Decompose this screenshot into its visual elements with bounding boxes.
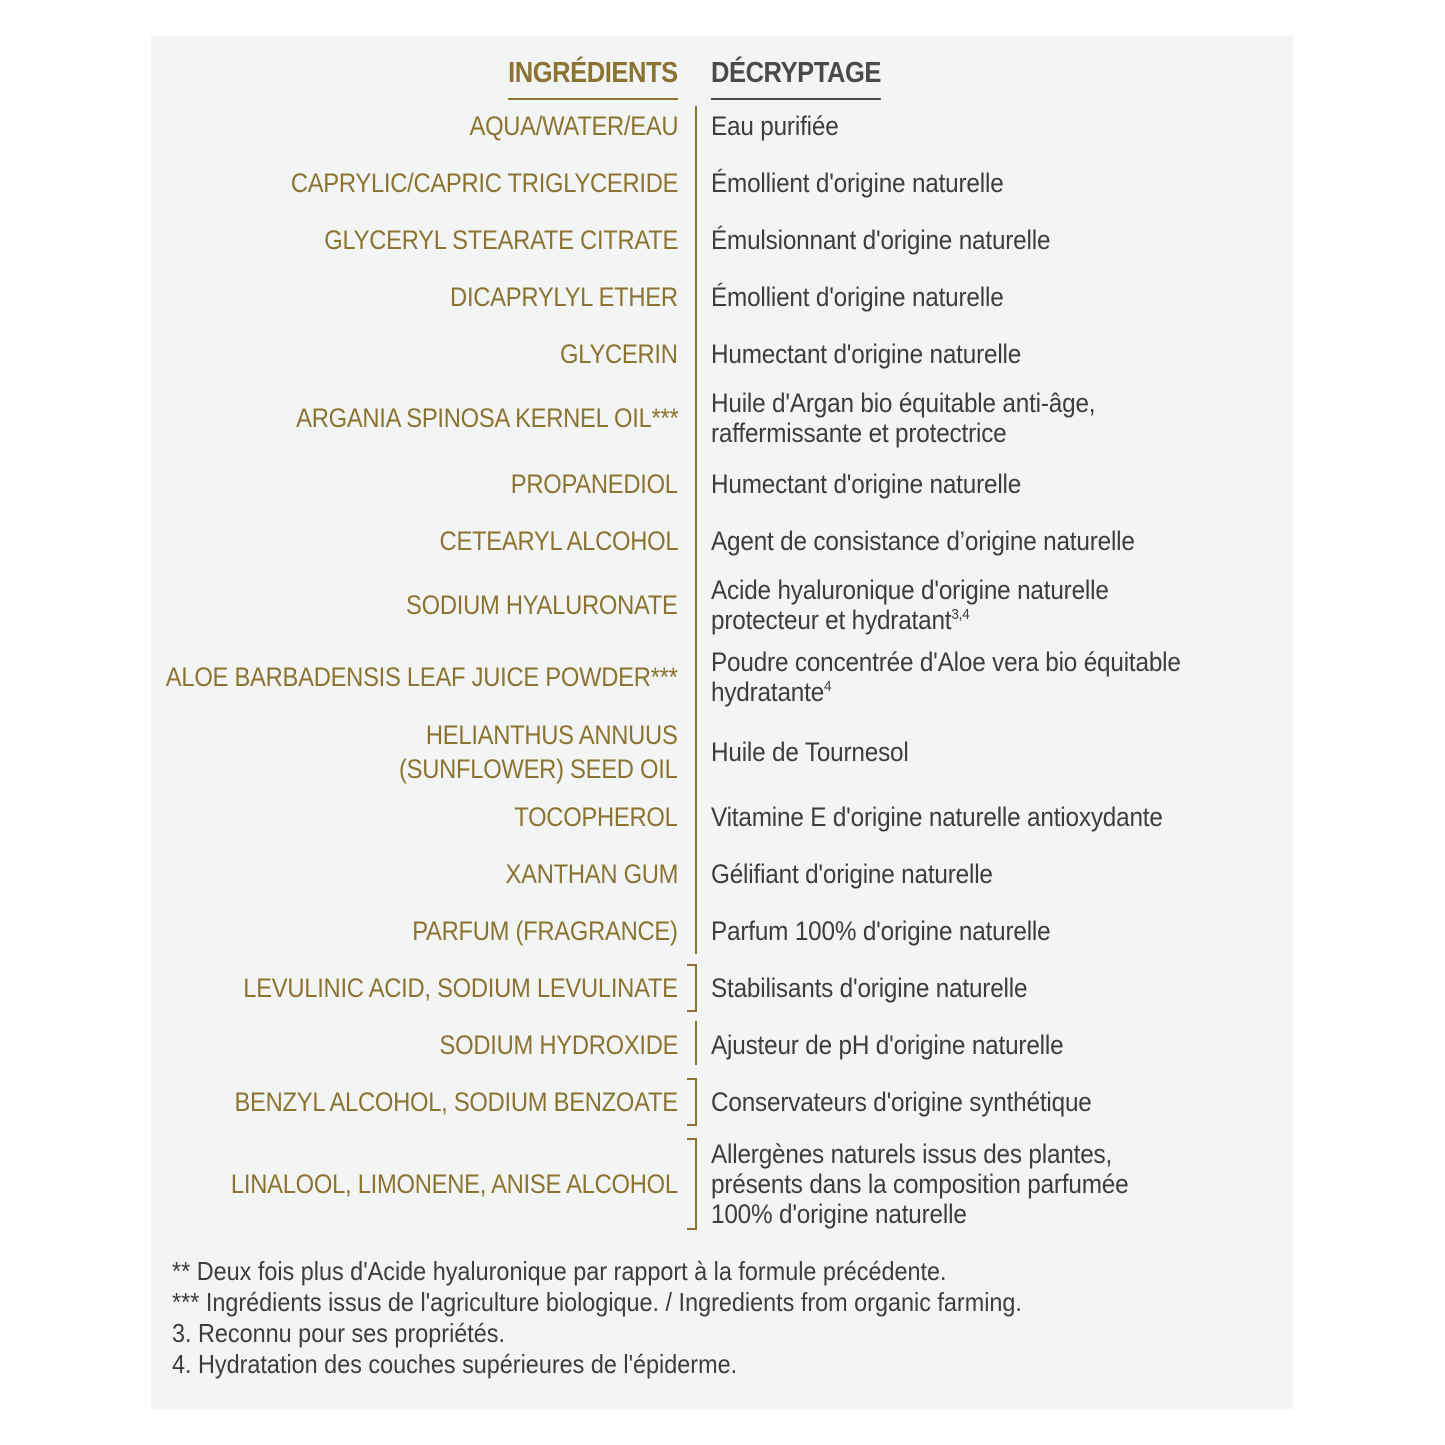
ingredient-name: GLYCERYL STEARATE CITRATE: [324, 225, 678, 255]
ingredient-description: Eau purifiée: [711, 111, 839, 141]
description-line: Acide hyaluronique d'origine naturelle: [711, 575, 1109, 605]
table-row: [151, 856, 1293, 892]
footnote-ref: 4: [824, 678, 832, 695]
description-line: présents dans la composition parfumée: [711, 1169, 1129, 1199]
footnotes: [172, 1256, 1022, 1380]
group-bracket: [687, 964, 697, 1012]
footnote: ** Deux fois plus d'Acide hyaluronique par rapport à la formule précédente.: [172, 1256, 947, 1286]
ingredient-name: ARGANIA SPINOSA KERNEL OIL***: [295, 403, 678, 433]
ingredient-name: SODIUM HYDROXIDE: [439, 1030, 678, 1060]
footnote: *** Ingrédients issus de l'agriculture biologique. / Ingredients from organic farming.: [172, 1287, 1022, 1317]
group-bracket: [687, 1138, 697, 1230]
table-row: [151, 336, 1293, 372]
ingredient-name: CETEARYL ALCOHOL: [439, 526, 678, 556]
description-line: Allergènes naturels issus des plantes,: [711, 1139, 1113, 1169]
table-row: [151, 575, 1293, 635]
ingredient-name: DICAPRYLYL ETHER: [450, 282, 678, 312]
description-line: Poudre concentrée d'Aloe vera bio équitable: [711, 647, 1181, 677]
ingredient-description: Vitamine E d'origine naturelle antioxydante: [711, 802, 1163, 832]
table-row: [151, 913, 1293, 949]
ingredient-description: Émollient d'origine naturelle: [711, 282, 1004, 312]
table-row: [151, 717, 1293, 787]
ingredients-panel: [151, 36, 1293, 1409]
table-row: [151, 222, 1293, 258]
ingredient-description: [711, 575, 1109, 635]
description-line: Huile d'Argan bio équitable anti-âge,: [711, 388, 1096, 418]
ingredient-name: CAPRYLIC/CAPRIC TRIGLYCERIDE: [290, 168, 678, 198]
footnote-ref: 3,4: [951, 606, 970, 623]
table-row: [151, 466, 1293, 502]
ingredient-description: [711, 388, 1095, 448]
table-row: [151, 108, 1293, 144]
ingredient-description: [711, 1139, 1128, 1229]
description-line: raffermissante et protectrice: [711, 418, 1007, 448]
ingredient-name: XANTHAN GUM: [505, 859, 678, 889]
table-row: [151, 279, 1293, 315]
ingredient-description: Parfum 100% d'origine naturelle: [711, 916, 1051, 946]
table-row: [151, 1084, 1293, 1120]
footnote: 3. Reconnu pour ses propriétés.: [172, 1318, 505, 1348]
ingredient-description: Émulsionnant d'origine naturelle: [711, 225, 1051, 255]
table-row: [151, 647, 1293, 707]
ingredient-name: AQUA/WATER/EAU: [469, 111, 678, 141]
ingredient-description: [711, 647, 1181, 707]
description-line: protecteur et hydratant$^{3,4}$: [711, 605, 970, 635]
table-row: [151, 1138, 1293, 1230]
ingredients-header: INGRÉDIENTS: [508, 56, 678, 100]
ingredient-name: LEVULINIC ACID, SODIUM LEVULINATE: [243, 973, 678, 1003]
ingredient-name: PROPANEDIOL: [511, 469, 678, 499]
ingredient-name: ALOE BARBADENSIS LEAF JUICE POWDER***: [166, 662, 678, 692]
ingredient-name: GLYCERIN: [560, 339, 678, 369]
footnote: 4. Hydratation des couches supérieures de l'épiderme.: [172, 1349, 738, 1379]
decryptage-header: DÉCRYPTAGE: [711, 56, 881, 100]
ingredient-name: LINALOOL, LIMONENE, ANISE ALCOHOL: [231, 1169, 678, 1199]
ingredient-name: [399, 718, 678, 786]
ingredient-description: Huile de Tournesol: [711, 737, 909, 767]
table-row: [151, 970, 1293, 1006]
ingredient-description: Agent de consistance d’origine naturelle: [711, 526, 1135, 556]
ingredient-line: (SUNFLOWER) SEED OIL: [399, 754, 678, 784]
ingredient-description: Ajusteur de pH d'origine naturelle: [711, 1030, 1064, 1060]
table-row: [151, 388, 1293, 448]
table-row: [151, 523, 1293, 559]
ingredient-name: PARFUM (FRAGRANCE): [412, 916, 678, 946]
description-line: hydratante$^4$: [711, 677, 832, 707]
ingredient-description: Émollient d'origine naturelle: [711, 168, 1004, 198]
ingredient-name: SODIUM HYALURONATE: [406, 590, 678, 620]
ingredient-line: HELIANTHUS ANNUUS: [426, 720, 678, 750]
row-divider: [695, 1021, 697, 1065]
table-row: [151, 165, 1293, 201]
ingredient-name: BENZYL ALCOHOL, SODIUM BENZOATE: [234, 1087, 678, 1117]
ingredient-description: Humectant d'origine naturelle: [711, 339, 1022, 369]
table-row: [151, 1027, 1293, 1063]
ingredient-description: Humectant d'origine naturelle: [711, 469, 1022, 499]
group-bracket: [687, 1078, 697, 1126]
ingredient-name: TOCOPHEROL: [514, 802, 678, 832]
ingredient-description: Stabilisants d'origine naturelle: [711, 973, 1028, 1003]
table-row: [151, 799, 1293, 835]
ingredient-description: Conservateurs d'origine synthétique: [711, 1087, 1092, 1117]
description-line: 100% d'origine naturelle: [711, 1199, 967, 1229]
ingredient-description: Gélifiant d'origine naturelle: [711, 859, 993, 889]
